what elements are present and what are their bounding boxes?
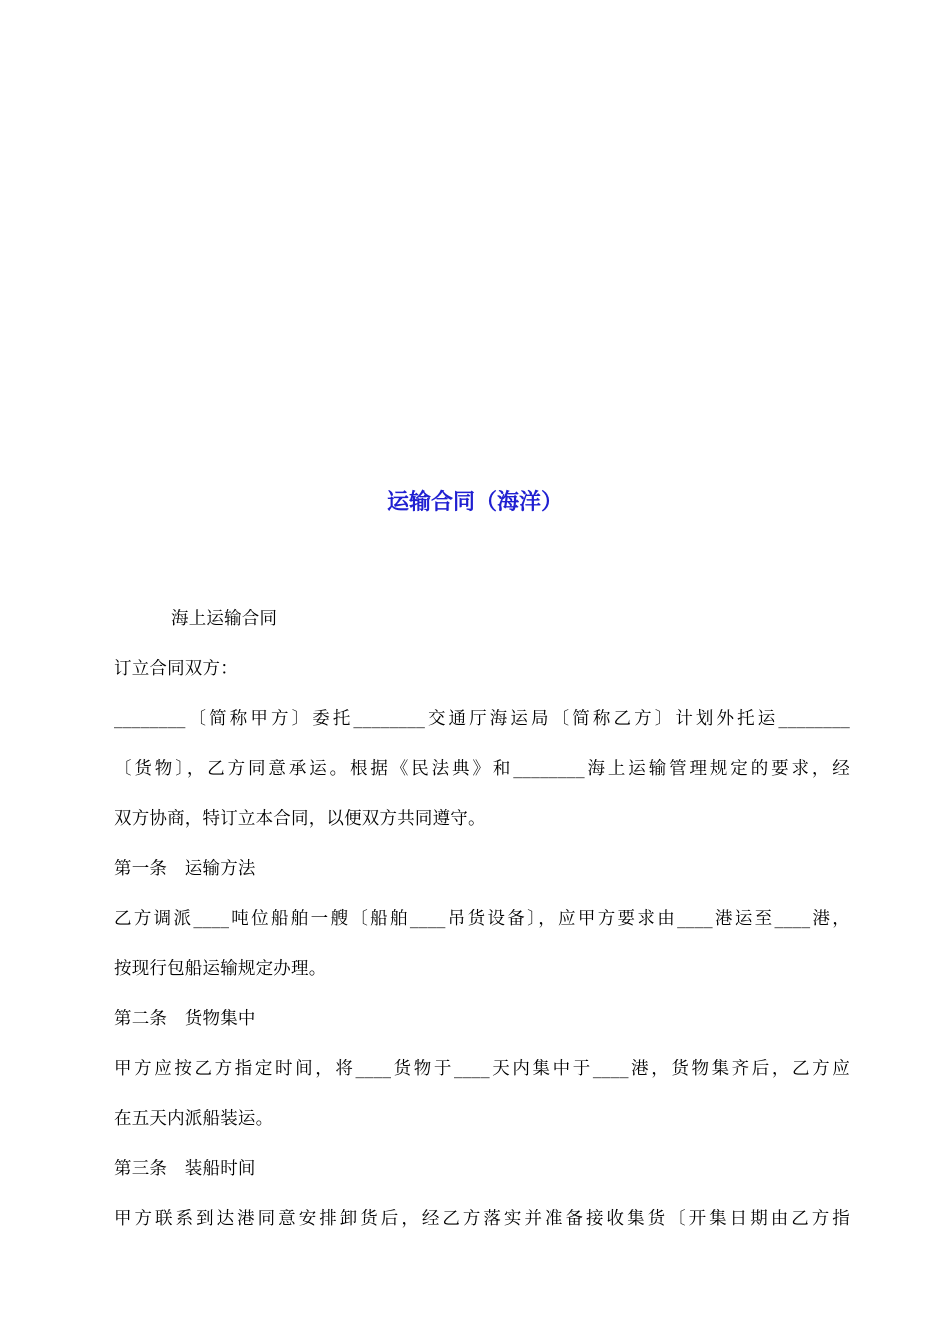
paragraph-line: 乙方调派____吨位船舶一艘〔船舶____吊货设备〕，应甲方要求由____港运至____港， xyxy=(114,909,850,929)
paragraph-line: 甲方联系到达港同意安排卸货后，经乙方落实并准备接收集货〔开集日期由乙方指 xyxy=(114,1209,850,1229)
paragraph-line: 〔货物〕，乙方同意承运。根据《民法典》和________海上运输管理规定的要求，经 xyxy=(114,759,850,779)
paragraph-line: 双方协商，特订立本合同，以便双方共同遵守。 xyxy=(114,809,486,829)
paragraph-line: 按现行包船运输规定办理。 xyxy=(114,959,327,979)
document-title: 运输合同（海洋） xyxy=(386,490,563,515)
contract-subtitle: 海上运输合同 xyxy=(171,609,278,629)
article-heading-2: 第二条 货物集中 xyxy=(114,1009,256,1029)
paragraph-line: 甲方应按乙方指定时间，将____货物于____天内集中于____港，货物集齐后，乙方应 xyxy=(114,1059,850,1079)
paragraph-line: ________〔简称甲方〕委托________交通厅海运局〔简称乙方〕计划外托运________ xyxy=(114,709,850,729)
parties-heading: 订立合同双方： xyxy=(114,659,238,679)
article-heading-1: 第一条 运输方法 xyxy=(114,859,256,879)
paragraph-line: 在五天内派船装运。 xyxy=(114,1109,274,1129)
article-heading-3: 第三条 装船时间 xyxy=(114,1159,256,1179)
document-body xyxy=(114,602,850,1252)
